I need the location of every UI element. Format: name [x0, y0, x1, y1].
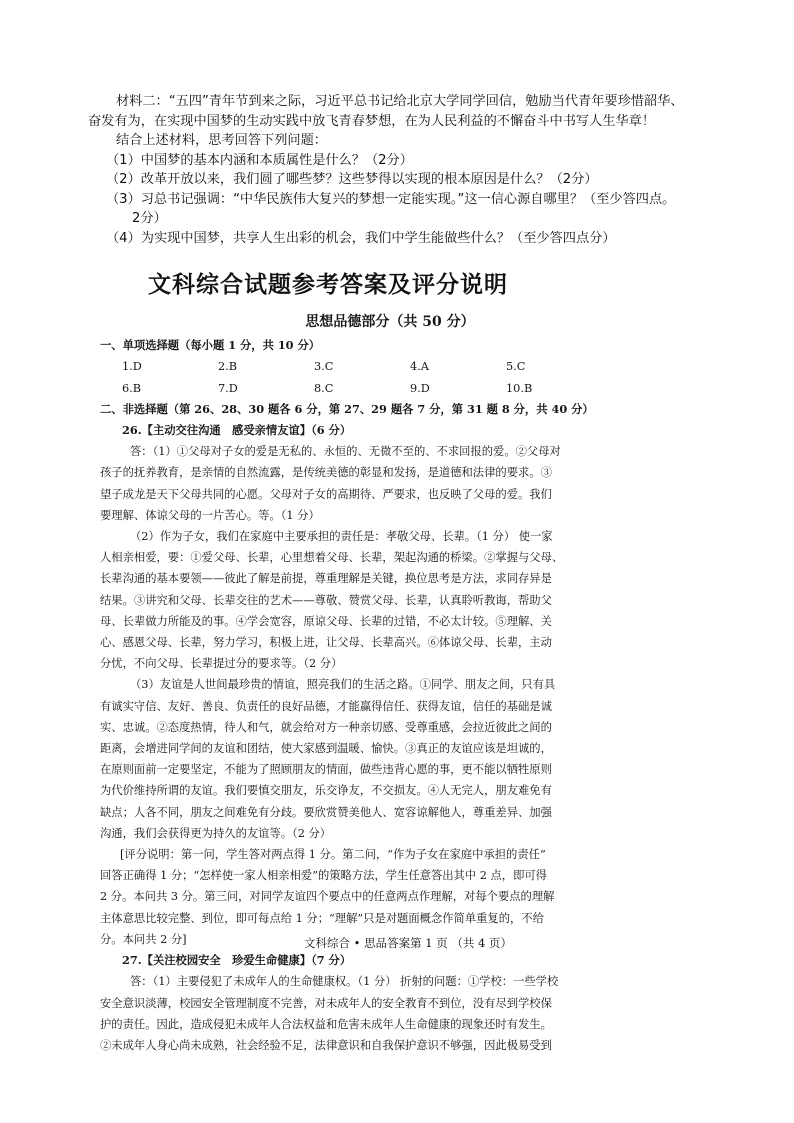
choice-answer: 9.D: [410, 381, 430, 395]
text-line: 心、感恩父母、长辈，努力学习，积极上进，让父母、长辈高兴。⑥体谅父母、长辈，主动: [100, 636, 552, 650]
question-3: （3）习总书记强调：“中华民族伟大复兴的梦想一定能实现。”这一信心源自哪里？（至少答四点。: [106, 191, 676, 207]
material-line: 奋发有为，在实现中国梦的生动实践中放飞青春梦想，在为人民利益的不懈奋斗中书写人生华章！: [88, 113, 656, 129]
material-line: 材料二：“五四”青年节到来之际，习近平总书记给北京大学同学回信，勉励当代青年要珍惜韶华、: [116, 94, 684, 109]
choice-answer: 2.B: [218, 360, 238, 374]
section-subtitle: 思想品德部分（共 50 分）: [305, 314, 475, 330]
question-1: （1）中国梦的基本内涵和本质属性是什么？（2分）: [106, 152, 413, 168]
text-line: 孩子的抚养教育，是亲情的自然流露，是传统美德的彰显和发扬，是道德和法律的要求。③: [100, 466, 552, 480]
text-line: 护的责任。因此，造成侵犯未成年人合法权益和危害未成年人生命健康的现象还时有发生。: [100, 1017, 552, 1031]
section-2-heading: 二、非选择题（第 26、28、30 题各 6 分，第 27、29 题各 7 分，第 31 题 8 分，共 40 分）: [100, 401, 594, 416]
text-line: 回答正确得 1 分；“怎样使一家人相亲相爱”的策略方法，学生任意答出其中 2 点，即可得: [100, 869, 547, 883]
text-line: 分忧，不向父母、长辈提过分的要求等。（2 分）: [100, 657, 343, 671]
text-line: 答：（1）主要侵犯了未成年人的生命健康权。（1 分） 折射的问题：①学校：一些学校: [130, 975, 559, 989]
text-line: 结果。③讲究和父母、长辈交往的艺术——尊敬、赞赏父母、长辈，认真聆听教诲，帮助父: [100, 593, 552, 607]
choice-answer: 8.C: [314, 381, 334, 395]
question-3-cont: 2分）: [132, 211, 167, 226]
text-line: 实、忠诚。②态度热情，待人和气，就会给对方一种亲切感、受尊重感，会拉近彼此之间的: [100, 720, 552, 734]
q26-title: 26.【主动交往沟通 感受亲情友谊】（6 分）: [122, 423, 352, 438]
text-line: 沟通，我们会获得更为持久的友谊等。（2 分）: [100, 826, 332, 840]
q27-answer: [100, 971, 700, 1056]
page-footer: 文科综合 • 思品答案第 1 页 （共 4 页）: [303, 936, 512, 950]
q26-answer: [100, 441, 700, 844]
choice-answer: 6.B: [122, 381, 142, 395]
answer-key-title: 文科综合试题参考答案及评分说明: [148, 271, 508, 298]
text-line: （3）友谊是人世间最珍贵的情谊，照亮我们的生活之路。①同学、朋友之间，只有具: [130, 678, 556, 692]
text-line: 分。本问共 2 分]: [100, 932, 187, 946]
question-4: （4）为实现中国梦，共享人生出彩的机会，我们中学生能做些什么？（至少答四点分）: [106, 230, 616, 246]
text-line: 2 分。本问共 3 分。第三问，对同学友谊四个要点中的任意两点作理解，对每个要点的理解: [100, 890, 555, 904]
text-line: 望子成龙是天下父母共同的心愿。父母对子女的高期待、严要求，也反映了父母的爱。我们: [100, 487, 552, 501]
choice-answer: 5.C: [506, 360, 526, 374]
text-line: 有诚实守信、友好、善良、负责任的良好品德，才能赢得信任、获得友谊，信任的基础是诚: [100, 699, 552, 713]
material-section: [88, 92, 728, 248]
text-line: ②未成年人身心尚未成熟，社会经验不足，法律意识和自我保护意识不够强，因此极易受到: [100, 1038, 552, 1052]
text-line: 在原则面前一定要坚定，不能为了照顾朋友的情面，做些违背心愿的事，更不能以牺牲原则: [100, 763, 552, 777]
choice-answer: 1.D: [122, 360, 142, 374]
section-1-heading: 一、单项选择题（每小题 1 分，共 10 分）: [100, 338, 321, 353]
text-line: [评分说明：第一问，学生答对两点得 1 分。第二问，“作为子女在家庭中承担的责任”: [120, 848, 546, 862]
q27-title: 27.【关注校园安全 珍爱生命健康】（7 分）: [122, 953, 352, 968]
text-line: 缺点；人各不同，朋友之间难免有分歧。要欣赏赞美他人、宽容谅解他人，尊重差异、加强: [100, 805, 552, 819]
text-line: 人相亲相爱，要：①爱父母、长辈，心里想着父母、长辈，架起沟通的桥梁。②掌握与父母、: [100, 551, 564, 565]
text-line: （2）作为子女，我们在家庭中主要承担的责任是：孝敬父母、长辈。（1 分） 使一家: [130, 530, 553, 544]
text-line: 安全意识淡薄，校园安全管理制度不完善，对未成年人的安全教育不到位，没有尽到学校保: [100, 996, 552, 1010]
question-2: （2）改革开放以来，我们圆了哪些梦？这些梦得以实现的根本原因是什么？（2分）: [106, 172, 598, 187]
choice-answer: 7.D: [218, 381, 238, 395]
choice-answer: 4.A: [410, 360, 429, 374]
prompt: 结合上述材料，思考回答下列问题：: [116, 133, 327, 148]
choice-answer: 10.B: [506, 381, 533, 395]
text-line: 为代价维持所谓的友谊。我们要慎交朋友，乐交诤友，不交损友。④人无完人，朋友难免有: [100, 784, 552, 798]
text-line: 主体意思比较完整、到位，即可每点给 1 分；“理解”只是对题面概念作简单重复的，不给: [100, 911, 544, 925]
text-line: 母、长辈做力所能及的事。④学会宽容，原谅父母、长辈的过错，不必太计较。⑤理解、关: [100, 614, 552, 628]
choice-answer: 3.C: [314, 360, 334, 374]
text-line: 答：（1）①父母对子女的爱是无私的、永恒的、无微不至的、不求回报的爱。②父母对: [130, 445, 561, 459]
choice-answers: [100, 356, 700, 398]
text-line: 要理解、体谅父母的一片苦心。等。（1 分）: [100, 508, 320, 522]
text-line: 距离，会增进同学间的友谊和团结，使大家感到温暖、愉快。③真正的友谊应该是坦诚的，: [100, 742, 552, 756]
text-line: 长辈沟通的基本要领——彼此了解是前提，尊重理解是关键，换位思考是方法，求同存异是: [100, 572, 552, 586]
